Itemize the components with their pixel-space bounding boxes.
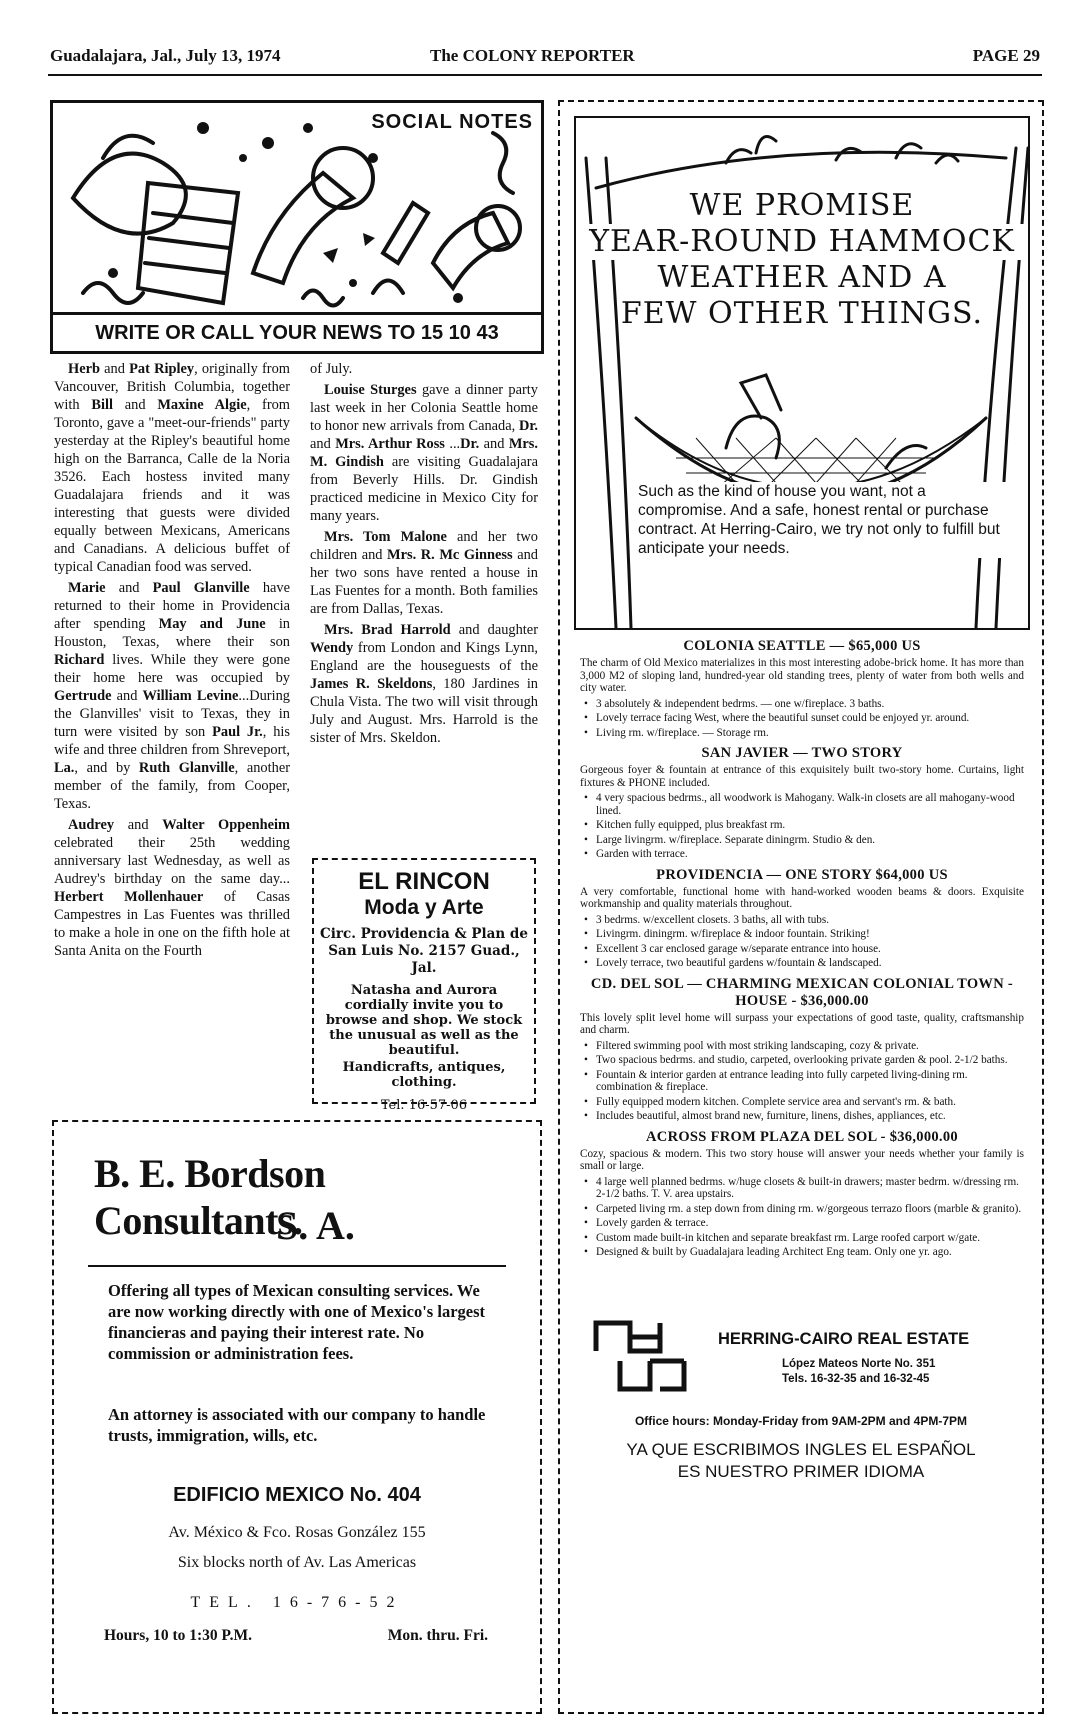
social-paragraph: [54, 579, 290, 813]
header-paper-name: The COLONY REPORTER: [430, 46, 635, 65]
paragraph-text: are visiting Guadalajara from Beverly Hills. Dr. Gindish practiced medicine in Mexico City for many years.: [310, 454, 538, 524]
paragraph-text: ...: [444, 436, 461, 452]
person-name: Herb: [68, 361, 100, 377]
listing-description: The charm of Old Mexico materializes in this most interesting adobe-brick home. It has more than 3,000 M2 of sloping land, hundred-year old standing trees, plenty of water from both wells and city water.: [580, 657, 1024, 694]
person-name: Mrs. M. Gindish: [310, 436, 538, 470]
listing-title: CD. DEL SOL — CHARMING MEXICAN COLONIAL TOWN - HOUSE - $36,000.00: [590, 975, 1014, 1009]
person-name: Mrs. R. Mc Ginness: [387, 547, 513, 563]
person-name: Wendy: [310, 640, 354, 656]
person-name: Audrey: [68, 817, 115, 833]
person-name: Richard: [54, 652, 105, 668]
herring-cairo-ad: [558, 100, 1044, 1714]
person-name: Bill: [91, 397, 113, 413]
person-name: James R. Skeldons: [310, 676, 433, 692]
person-name: May and June: [158, 616, 266, 632]
paragraph-text: , another member of the family, from Cooper, Texas.: [54, 760, 290, 812]
paragraph-text: , originally from Vancouver, British Columbia, together with: [54, 361, 290, 413]
social-notes-title: SOCIAL NOTES: [371, 111, 533, 133]
paragraph-text: and: [105, 580, 153, 596]
bordson-address: Av. México & Fco. Rosas González 155: [168, 1524, 426, 1541]
social-column-2: [310, 360, 538, 750]
person-name: Walter Oppenheim: [162, 817, 290, 833]
listing-title: PROVIDENCIA — ONE STORY $64,000 US: [656, 866, 948, 883]
herring-hours: Office hours: Monday-Friday from 9AM-2PM and 4PM-7PM: [634, 1414, 968, 1428]
el-rincon-address: Circ. Providencia & Plan de San Luis No. 2157 Guad., Jal.: [320, 926, 528, 976]
el-rincon-ad: [312, 858, 536, 1113]
paragraph-text: and: [310, 436, 336, 452]
person-name: Paul Glanville: [152, 580, 250, 596]
paragraph-text: of July.: [310, 361, 353, 377]
herring-spanish-line-2: ES NUESTRO PRIMER IDIOMA: [677, 1462, 925, 1481]
listing-feature: • Lovely terrace, two beautiful gardens w/fountain & landscaped.: [580, 957, 1024, 970]
person-name: Mrs. Brad Harrold: [324, 622, 451, 638]
bordson-title-suffix: S. A.: [276, 1203, 355, 1248]
social-column-1: [54, 360, 290, 963]
headline-line-1: WE PROMISE: [689, 188, 915, 223]
el-rincon-phone: Tel. 16-57-06: [380, 1098, 468, 1113]
listing-feature: • Large livingrm. w/fireplace. Separate diningrm. Studio & den.: [580, 834, 1024, 847]
party-illustration: [53, 103, 541, 313]
paragraph-text: and: [111, 688, 143, 704]
el-rincon-subtitle: Moda y Arte: [364, 896, 484, 919]
social-paragraph: [310, 528, 538, 618]
herring-logo: [590, 1317, 690, 1395]
hammock-illustration-frame: [574, 116, 1030, 630]
paragraph-text: and: [114, 817, 163, 833]
bordson-days: Mon. thru. Fri.: [387, 1627, 488, 1644]
herring-company: HERRING-CAIRO REAL ESTATE: [718, 1330, 970, 1348]
person-name: Pat Ripley: [129, 361, 195, 377]
bordson-building: EDIFICIO MEXICO No. 404: [173, 1484, 421, 1506]
paragraph-text: and daughter: [450, 622, 538, 638]
social-notes-banner: [50, 100, 544, 354]
listing-feature: • Fully equipped modern kitchen. Complete service area and servant's rm. & bath.: [580, 1096, 1024, 1109]
header-page-number: PAGE 29: [972, 46, 1040, 65]
herring-address: López Mateos Norte No. 351: [782, 1358, 936, 1370]
listing-feature: • Livingrm. diningrm. w/fireplace & indoor fountain. Striking!: [580, 928, 1024, 941]
listing-feature: • 4 large well planned bedrms. w/huge closets & built-in drawers; master bedrm. w/dressing rm. 2-1/2 baths. T. V. area upstairs.: [580, 1176, 1024, 1201]
paragraph-text: and: [112, 397, 158, 413]
listing-description: Gorgeous foyer & fountain at entrance of this exquisitely built two-story home. Curtains, light fixtures & PHONE included.: [580, 764, 1024, 789]
listing-feature: • Two spacious bedrms. and studio, carpeted, overlooking private garden & pool. 2-1/2 baths.: [580, 1054, 1024, 1067]
headline-line-2: YEAR-ROUND HAMMOCK: [576, 224, 1028, 260]
listing-description: Cozy, spacious & modern. This two story house will answer your needs whether your family is small or large.: [580, 1147, 1024, 1172]
person-name: Dr.: [460, 436, 480, 452]
paragraph-text: , from Toronto, gave a "meet-our-friends" party yesterday at the Ripley's beautiful home high on the Barranca, Calle de la Noria 3526. Each hostess invited many Guadalajara friends and it was interesting that guests were divided equally between Mexicans, Americans and Canadians. A delicious buffet of typical Canadian food was served.: [54, 397, 290, 575]
paragraph-text: , his wife and three children from Shreveport,: [54, 724, 290, 758]
paragraph-text: , 180 Jardines in Chula Vista. The two will visit through July and August. Mrs. Harrold is the sister of Mrs. Skeldon.: [310, 676, 539, 746]
hc-logo-icon: [590, 1317, 690, 1395]
social-paragraph: [54, 816, 290, 960]
listing-feature: • Includes beautiful, almost brand new, furniture, linens, dishes, appliances, etc.: [580, 1110, 1024, 1123]
paragraph-text: in Houston, Texas, where their son: [54, 616, 291, 650]
paragraph-text: of Casas Campestres in Las Fuentes was thrilled to make a hole in one on the fifth hole at Santa Anita on the Fourth: [54, 889, 290, 959]
paragraph-text: from London and Kings Lynn, England are the houseguests of the: [310, 640, 538, 674]
el-rincon-title: EL RINCON: [358, 868, 490, 895]
person-name: Ruth Glanville: [138, 760, 235, 776]
person-name: Paul Jr.: [212, 724, 263, 740]
social-paragraph: [310, 621, 538, 747]
listing-title: COLONIA SEATTLE — $65,000 US: [683, 638, 921, 654]
listing-feature: • Designed & built by Guadalajara leading Architect Eng team. Only one yr. ago.: [580, 1246, 1024, 1259]
bordson-hours: Hours, 10 to 1:30 P.M.: [104, 1627, 252, 1644]
listing-feature: • 3 absolutely & independent bedrms. — one w/fireplace. 3 baths.: [580, 698, 1024, 711]
paragraph-text: celebrated their 25th wedding anniversary last Wednesday, as well as Audrey's birthday on the same day...: [54, 835, 290, 887]
social-paragraph: [310, 381, 538, 525]
listing-feature: • Kitchen fully equipped, plus breakfast rm.: [580, 819, 1024, 832]
bordson-directions: Six blocks north of Av. Las Americas: [177, 1554, 417, 1571]
person-name: Gertrude: [54, 688, 112, 704]
listing-feature: • Fountain & interior garden at entrance leading into fully carpeted living-dining rm. combination & fireplace.: [580, 1069, 1024, 1094]
hammock-headline: [576, 188, 1028, 332]
person-name: Marie: [68, 580, 106, 596]
listing-feature: • Carpeted living rm. a step down from dining rm. w/gorgeous terrazo floors (marble & granito).: [580, 1203, 1024, 1216]
bordson-attorney: An attorney is associated with our company to handle trusts, immigration, wills, etc.: [108, 1405, 486, 1445]
paragraph-text: and: [479, 436, 509, 452]
paragraph-text: and: [99, 361, 130, 377]
social-paragraph: [310, 360, 538, 378]
headline-line-3: WEATHER AND A: [657, 260, 947, 295]
listing-description: This lovely split level home will surpass your expectations of good taste, quality, craftsmanship and charm.: [580, 1011, 1024, 1036]
herring-phones: Tels. 16-32-35 and 16-32-45: [782, 1373, 930, 1385]
paragraph-text: and her two sons have rented a house in Las Fuentes for a month. Both families are from Dallas, Texas.: [310, 547, 538, 617]
el-rincon-invite: Natasha and Aurora cordially invite you to browse and shop. We stock the unusual as well as the beautiful.: [325, 983, 523, 1058]
person-name: Herbert Mollenhauer: [54, 889, 204, 905]
paragraph-text: lives. While they were gone their home here was occupied by: [54, 652, 290, 686]
listing-feature: • Garden with terrace.: [580, 848, 1024, 861]
header-date: Guadalajara, Jal., July 13, 1974: [50, 46, 281, 65]
bordson-phone: TEL. 16-76-52: [190, 1594, 404, 1611]
listing-feature: • 3 bedrms. w/excellent closets. 3 baths, all with tubs.: [580, 914, 1024, 927]
el-rincon-items: Handicrafts, antiques, clothing.: [342, 1060, 506, 1090]
person-name: Maxine Algie: [157, 397, 247, 413]
bordson-services: Offering all types of Mexican consulting services. We are now working directly with one of Mexico's largest financieras and paying their interest rate. No commission or administration fees.: [108, 1281, 486, 1363]
paragraph-text: ...During the Glanvilles' visit to Texas, they in turn were visited by son: [54, 688, 290, 740]
listing-feature: • Excellent 3 car enclosed garage w/separate entrance into house.: [580, 943, 1024, 956]
paragraph-text: gave a dinner party last week in her Colonia Seattle home to honor new arrivals from Canada,: [310, 382, 538, 434]
paragraph-text: and her two children and: [310, 529, 538, 563]
bordson-ad: [52, 1120, 542, 1714]
herring-intro: Such as the kind of house you want, not a compromise. And a safe, honest rental or purchase contract. At Herring-Cairo, we try not only to fulfill but anticipate your needs.: [638, 482, 1006, 558]
herring-spanish-line-1: YA QUE ESCRIBIMOS INGLES EL ESPAÑOL: [626, 1440, 976, 1459]
listing-feature: • Custom made built-in kitchen and separate breakfast rm. Large roofed carport w/gate.: [580, 1232, 1024, 1245]
headline-line-4: FEW OTHER THINGS.: [620, 296, 984, 331]
listing-feature: • Filtered swimming pool with most striking landscaping, cozy & private.: [580, 1040, 1024, 1053]
person-name: Mrs. Tom Malone: [324, 529, 447, 545]
paragraph-text: have returned to their home in Providencia after spending: [54, 580, 290, 632]
listing-feature: • Living rm. w/fireplace. — Storage rm.: [580, 727, 1024, 740]
person-name: Dr.: [518, 418, 538, 434]
social-paragraph: [54, 360, 290, 576]
listing-feature: • Lovely garden & terrace.: [580, 1217, 1024, 1230]
listing-title: ACROSS FROM PLAZA DEL SOL - $36,000.00: [646, 1128, 958, 1145]
bordson-divider: [88, 1265, 506, 1267]
listings: [580, 632, 1024, 1261]
social-notes-call-in: WRITE OR CALL YOUR NEWS TO 15 10 43: [53, 312, 541, 351]
bordson-title: B. E. Bordson Consultants.: [94, 1151, 326, 1243]
person-name: William Levine: [142, 688, 239, 704]
listing-feature: • Lovely terrace facing West, where the beautiful sunset could be enjoyed yr. around.: [580, 712, 1024, 725]
paragraph-text: , and by: [74, 760, 139, 776]
listing-description: A very comfortable, functional home with hand-worked wooden beams & doors. Exquisite workmanship and quality materials throughout.: [580, 885, 1024, 910]
person-name: Mrs. Arthur Ross: [335, 436, 445, 452]
person-name: La.: [54, 760, 75, 776]
header-rule: [48, 74, 1042, 76]
person-name: Louise Sturges: [324, 382, 417, 398]
listing-feature: • 4 very spacious bedrms., all woodwork is Mahogany. Walk-in closets are all mahogany-wood lined.: [580, 792, 1024, 817]
listing-title: SAN JAVIER — TWO STORY: [701, 745, 903, 761]
